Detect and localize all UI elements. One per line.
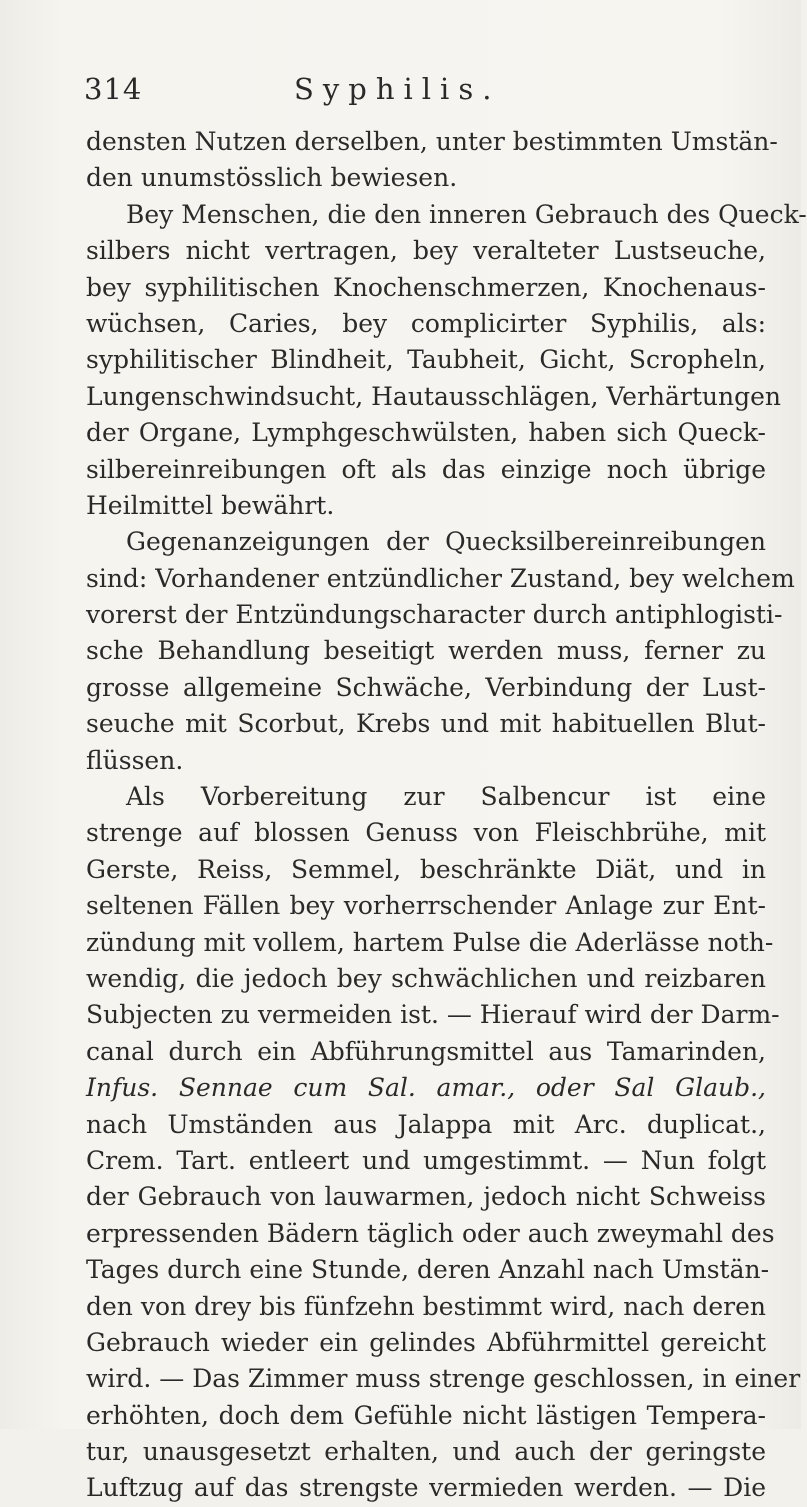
text-line: wird. — Das Zimmer muss strenge geschlossen, in einer <box>86 1364 801 1394</box>
text-line: Als Vorbereitung zur Salbencur ist eine <box>126 782 766 812</box>
text-line: Tages durch eine Stunde, deren Anzahl nach Umstän- <box>86 1255 770 1285</box>
text-line: tur, unausgesetzt erhalten, und auch der geringste <box>86 1437 766 1467</box>
text-line: nach Umständen aus Jalappa mit Arc. duplicat., <box>86 1109 766 1139</box>
text-line: seltenen Fällen bey vorherrschender Anlage zur Ent- <box>86 891 766 921</box>
text-line: der Gebrauch von lauwarmen, jedoch nicht Schweiss <box>86 1182 766 1212</box>
text-line: Gebrauch wieder ein gelindes Abführmittel gereicht <box>86 1327 766 1357</box>
text-line: vorerst der Entzündungscharacter durch antiphlogisti- <box>86 600 783 630</box>
text-line: densten Nutzen derselben, unter bestimmten Umstän- <box>86 127 778 156</box>
text-line: wendig, die jedoch bey schwächlichen und reizbaren <box>86 963 766 993</box>
text-line: den von drey bis fünfzehn bestimmt wird, nach deren <box>86 1291 766 1321</box>
text-line: silbers nicht vertragen, bey veralteter Lustseuche, <box>86 236 766 266</box>
text-line: strenge auf blossen Genuss von Fleischbrühe, mit <box>86 818 766 848</box>
text-line: erhöhten, doch dem Gefühle nicht lästigen Tempera- <box>86 1400 766 1430</box>
text-line: wüchsen, Caries, bey complicirter Syphilis, als: <box>86 308 766 338</box>
text-line: seuche mit Scorbut, Krebs und mit habituellen Blut- <box>86 709 766 739</box>
text-line: zündung mit vollem, hartem Pulse die Aderlässe noth- <box>86 927 774 957</box>
text-line: Heilmittel bewährt. <box>86 490 335 520</box>
text-line: den unumstösslich bewiesen. <box>86 163 458 193</box>
body-text <box>86 124 807 1507</box>
text-line: Infus. Sennae cum Sal. amar., oder Sal Glaub., <box>86 1073 766 1103</box>
text-line: Luftzug auf das strengste vermieden werden. — Die <box>86 1473 766 1503</box>
text-line: sind: Vorhandener entzündlicher Zustand, bey welchem <box>86 563 795 593</box>
page-header <box>84 72 761 112</box>
text-line: sche Behandlung beseitigt werden muss, ferner zu <box>86 636 766 666</box>
page-number: 314 <box>84 72 143 106</box>
text-line: erpressenden Bädern täglich oder auch zweymahl des <box>86 1218 775 1248</box>
text-line: Gegenanzeigungen der Quecksilbereinreibungen <box>126 527 766 557</box>
text-line: flüssen. <box>86 745 184 775</box>
running-title: Syphilis. <box>294 72 501 106</box>
text-line: grosse allgemeine Schwäche, Verbindung der Lust- <box>86 672 766 702</box>
text-line: silbereinreibungen oft als das einzige noch übrige <box>86 454 766 484</box>
text-line: canal durch ein Abführungsmittel aus Tamarinden, <box>86 1036 766 1066</box>
text-line: Subjecten zu vermeiden ist. — Hierauf wird der Darm- <box>86 1000 780 1030</box>
text-line: Lungenschwindsucht, Hautausschlägen, Verhärtungen <box>86 381 782 411</box>
text-line: Crem. Tart. entleert und umgestimmt. — Nun folgt <box>86 1145 766 1175</box>
text-line: syphilitischer Blindheit, Taubheit, Gicht, Scropheln, <box>86 345 766 375</box>
text-line: der Organe, Lymphgeschwülsten, haben sich Queck- <box>86 418 766 448</box>
text-line: bey syphilitischen Knochenschmerzen, Knochenaus- <box>86 272 766 302</box>
text-line: Gerste, Reiss, Semmel, beschränkte Diät, und in <box>86 854 766 884</box>
text-line: Bey Menschen, die den inneren Gebrauch des Queck- <box>126 199 807 229</box>
